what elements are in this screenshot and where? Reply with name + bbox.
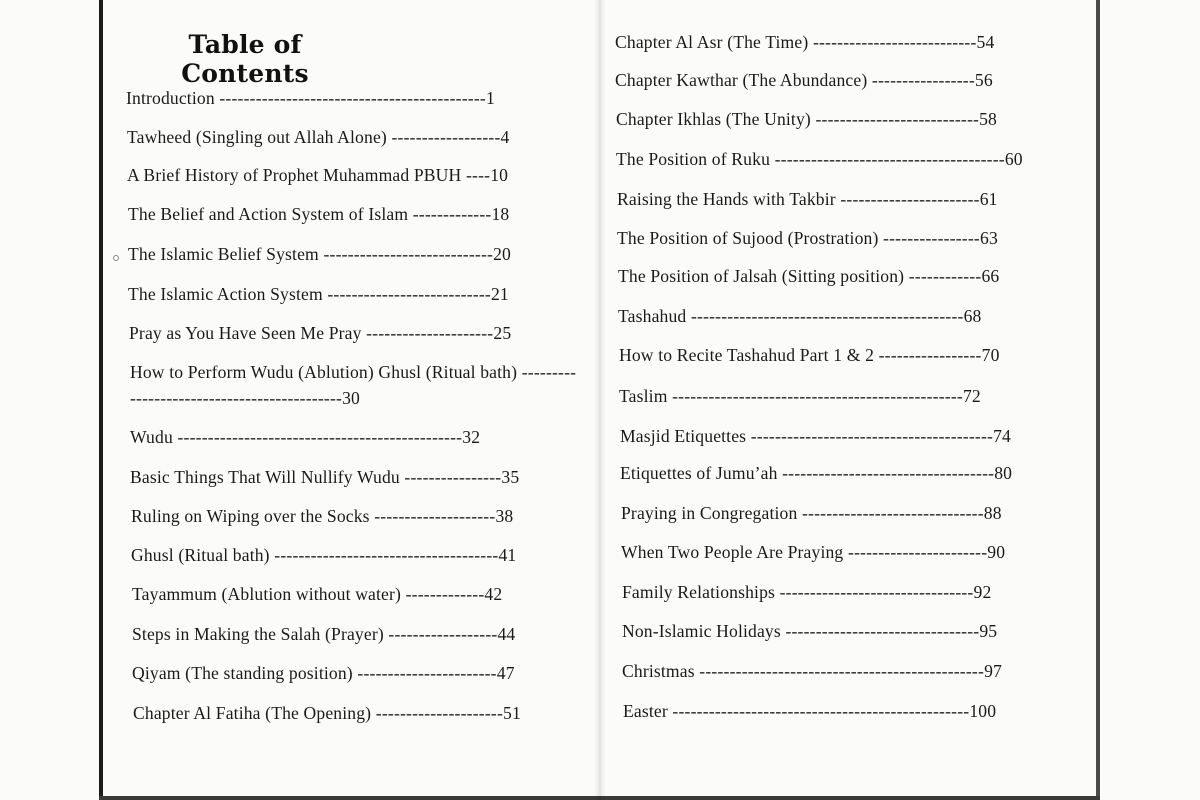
toc-entry-page: 58 bbox=[979, 109, 997, 129]
toc-entry bbox=[133, 700, 583, 726]
toc-entry-title: Tawheed (Singling out Allah Alone) bbox=[127, 127, 387, 147]
toc-entry-page: 88 bbox=[983, 503, 1002, 523]
toc-entry bbox=[622, 658, 1074, 684]
toc-entry-title: Non-Islamic Holidays bbox=[622, 621, 781, 641]
toc-entry-leader: ------------- bbox=[405, 584, 485, 604]
toc-entry-title: Basic Things That Will Nullify Wudu bbox=[130, 467, 400, 487]
toc-entry-title: Chapter Kawthar (The Abundance) bbox=[615, 70, 868, 90]
toc-entry-title: The Position of Ruku bbox=[616, 149, 771, 169]
toc-entry-leader: ----------------------------------------------- bbox=[177, 427, 463, 447]
toc-entry bbox=[132, 581, 582, 607]
toc-entry bbox=[131, 503, 581, 529]
toc-entry-leader: --------------------------------------------- bbox=[690, 306, 964, 326]
toc-entry-title: Wudu bbox=[130, 427, 173, 447]
toc-entry-title: Tashahud bbox=[618, 306, 687, 326]
toc-entry-page: 18 bbox=[491, 204, 510, 224]
toc-entry-title: A Brief History of Prophet Muhammad PBUH bbox=[127, 165, 462, 185]
toc-entry-title: Raising the Hands with Takbir bbox=[617, 189, 836, 209]
toc-entry-leader: --------------------- bbox=[366, 323, 494, 343]
toc-entry-title: Steps in Making the Salah (Prayer) bbox=[132, 624, 384, 644]
toc-entry-leader: ----------------------- bbox=[840, 189, 980, 209]
toc-entry-page: 32 bbox=[462, 427, 481, 447]
toc-entry-page: 92 bbox=[973, 582, 992, 602]
toc-entry-page: 51 bbox=[503, 703, 521, 723]
toc-entry-leader: ----------------------------------------------- bbox=[699, 661, 985, 681]
toc-entry bbox=[622, 579, 1074, 605]
toc-entry bbox=[131, 542, 581, 568]
toc-entry-title: When Two People Are Praying bbox=[621, 542, 844, 562]
toc-entry-page: 41 bbox=[498, 545, 517, 565]
toc-entry bbox=[623, 698, 1078, 724]
toc-entry bbox=[617, 186, 1067, 212]
toc-entry-title: The Position of Jalsah (Sitting position) bbox=[618, 266, 905, 286]
toc-entry-leader: ----------------------------------- bbox=[782, 463, 995, 483]
scan-speck bbox=[113, 255, 119, 261]
toc-entry-leader: -------------------------------- bbox=[779, 582, 974, 602]
toc-entry bbox=[128, 281, 578, 307]
toc-entry bbox=[127, 162, 582, 188]
toc-entry bbox=[615, 67, 1065, 93]
toc-entry-leader: ------------------------------------------------ bbox=[672, 386, 963, 406]
toc-entry-leader: -------------------------------------- bbox=[774, 149, 1005, 169]
toc-entry-title: Masjid Etiquettes bbox=[620, 426, 747, 446]
toc-entry-leader: -------------------------------- bbox=[785, 621, 980, 641]
toc-entry-title: Praying in Congregation bbox=[621, 503, 798, 523]
toc-entry bbox=[130, 464, 585, 490]
toc-entry bbox=[622, 618, 1072, 644]
toc-entry-leader: ------------------------------------- bbox=[274, 545, 499, 565]
toc-entry-leader: ----------------------- bbox=[357, 663, 497, 683]
toc-entry-leader: ----------------------- bbox=[847, 542, 988, 562]
toc-entry-title: How to Perform Wudu (Ablution) Ghusl (Ritual bath) bbox=[130, 362, 518, 382]
toc-entry-title: Ruling on Wiping over the Socks bbox=[131, 506, 370, 526]
toc-entry-title: Taslim bbox=[619, 386, 668, 406]
toc-entry-title: The Belief and Action System of Islam bbox=[128, 204, 409, 224]
toc-entry-leader: --------------------------- bbox=[812, 32, 977, 52]
toc-entry bbox=[620, 460, 1070, 486]
page-title: Table of Contents bbox=[181, 30, 309, 88]
toc-entry-page: 30 bbox=[342, 388, 360, 408]
toc-entry-title: The Islamic Action System bbox=[128, 284, 323, 304]
toc-entry-leader: ------------------------------ bbox=[802, 503, 984, 523]
toc-entry-leader: ----------------- bbox=[878, 345, 982, 365]
toc-entry bbox=[618, 303, 1068, 329]
toc-entry-page: 4 bbox=[500, 127, 510, 147]
toc-entry-page: 47 bbox=[496, 663, 515, 683]
toc-entry-title: Qiyam (The standing position) bbox=[132, 663, 353, 683]
toc-entry-title: Tayammum (Ablution without water) bbox=[132, 584, 402, 604]
toc-entry-leader: ---------------------------- bbox=[323, 244, 494, 264]
toc-entry-page: 80 bbox=[994, 463, 1013, 483]
toc-entry-page: 72 bbox=[962, 386, 981, 406]
toc-entry-title: Pray as You Have Seen Me Pray bbox=[129, 323, 362, 343]
toc-entry-leader: --------------------- bbox=[375, 703, 504, 723]
toc-entry-leader: -------------------------------------------- bbox=[130, 362, 577, 408]
toc-entry-title: Christmas bbox=[622, 661, 695, 681]
toc-entry-page: 10 bbox=[490, 165, 509, 185]
toc-entry-title: Easter bbox=[623, 701, 668, 721]
toc-entry-leader: ------------------------------------------------- bbox=[672, 701, 970, 721]
toc-entry-leader: ------------------ bbox=[391, 127, 501, 147]
toc-entry bbox=[618, 263, 1068, 289]
toc-entry-leader: ------------ bbox=[908, 266, 982, 286]
toc-entry-leader: -------------------------------------------- bbox=[219, 88, 486, 108]
toc-entry-leader: ---- bbox=[465, 165, 491, 185]
toc-entry-page: 100 bbox=[969, 701, 997, 721]
toc-entry-page: 20 bbox=[493, 244, 512, 264]
toc-entry bbox=[129, 320, 579, 346]
toc-entry-leader: --------------------------- bbox=[327, 284, 491, 304]
toc-entry bbox=[617, 225, 1067, 251]
toc-entry bbox=[132, 660, 584, 686]
toc-entry-page: 54 bbox=[976, 32, 995, 52]
toc-entry bbox=[126, 85, 576, 111]
toc-entry bbox=[128, 241, 578, 267]
toc-entry bbox=[615, 29, 1065, 55]
toc-entry-leader: ---------------------------------------- bbox=[750, 426, 994, 446]
scan-border-right bbox=[1096, 0, 1100, 800]
toc-entry bbox=[616, 146, 1066, 172]
toc-entry-page: 56 bbox=[974, 70, 993, 90]
toc-entry-title: Chapter Al Fatiha (The Opening) bbox=[133, 703, 372, 723]
toc-entry bbox=[130, 359, 582, 411]
toc-entry-title: Introduction bbox=[126, 88, 215, 108]
toc-entry bbox=[620, 423, 1070, 449]
toc-entry bbox=[130, 424, 582, 450]
toc-entry-page: 90 bbox=[987, 542, 1006, 562]
toc-entry-title: Etiquettes of Jumu’ah bbox=[620, 463, 778, 483]
toc-entry-page: 1 bbox=[485, 88, 495, 108]
toc-entry-page: 60 bbox=[1004, 149, 1023, 169]
toc-entry bbox=[128, 201, 578, 227]
toc-entry bbox=[127, 124, 577, 150]
toc-entry-page: 44 bbox=[497, 624, 516, 644]
toc-entry-page: 63 bbox=[980, 228, 998, 248]
scan-border-left bbox=[99, 0, 103, 800]
toc-entry-leader: ----------------- bbox=[871, 70, 975, 90]
toc-entry-title: How to Recite Tashahud Part 1 & 2 bbox=[619, 345, 875, 365]
toc-entry-page: 61 bbox=[979, 189, 998, 209]
toc-entry-page: 70 bbox=[981, 345, 1000, 365]
toc-entry-page: 38 bbox=[495, 506, 514, 526]
toc-entry-leader: -------------------- bbox=[374, 506, 496, 526]
toc-entry-page: 42 bbox=[484, 584, 503, 604]
toc-entry-leader: --------------------------- bbox=[815, 109, 980, 129]
toc-entry-title: Chapter Ikhlas (The Unity) bbox=[616, 109, 811, 129]
toc-entry-page: 68 bbox=[963, 306, 982, 326]
toc-entry bbox=[619, 383, 1069, 409]
toc-entry-title: The Islamic Belief System bbox=[128, 244, 319, 264]
toc-entry-title: Ghusl (Ritual bath) bbox=[131, 545, 270, 565]
toc-entry-page: 95 bbox=[979, 621, 998, 641]
toc-entry bbox=[621, 539, 1073, 565]
toc-entry bbox=[616, 106, 1066, 132]
toc-entry-title: The Position of Sujood (Prostration) bbox=[617, 228, 879, 248]
toc-entry-page: 97 bbox=[984, 661, 1002, 681]
book-gutter bbox=[594, 0, 606, 800]
toc-entry-page: 74 bbox=[993, 426, 1012, 446]
toc-entry-title: Family Relationships bbox=[622, 582, 776, 602]
toc-entry-title: Chapter Al Asr (The Time) bbox=[615, 32, 809, 52]
toc-entry bbox=[619, 342, 1074, 368]
toc-entry-page: 25 bbox=[493, 323, 512, 343]
toc-entry-leader: ---------------- bbox=[404, 467, 502, 487]
toc-entry bbox=[132, 621, 584, 647]
toc-entry-page: 66 bbox=[981, 266, 1000, 286]
toc-entry bbox=[621, 500, 1071, 526]
toc-entry-leader: ---------------- bbox=[883, 228, 980, 248]
toc-entry-page: 35 bbox=[501, 467, 520, 487]
toc-entry-leader: ------------- bbox=[412, 204, 492, 224]
toc-entry-leader: ------------------ bbox=[388, 624, 498, 644]
toc-entry-page: 21 bbox=[490, 284, 509, 304]
